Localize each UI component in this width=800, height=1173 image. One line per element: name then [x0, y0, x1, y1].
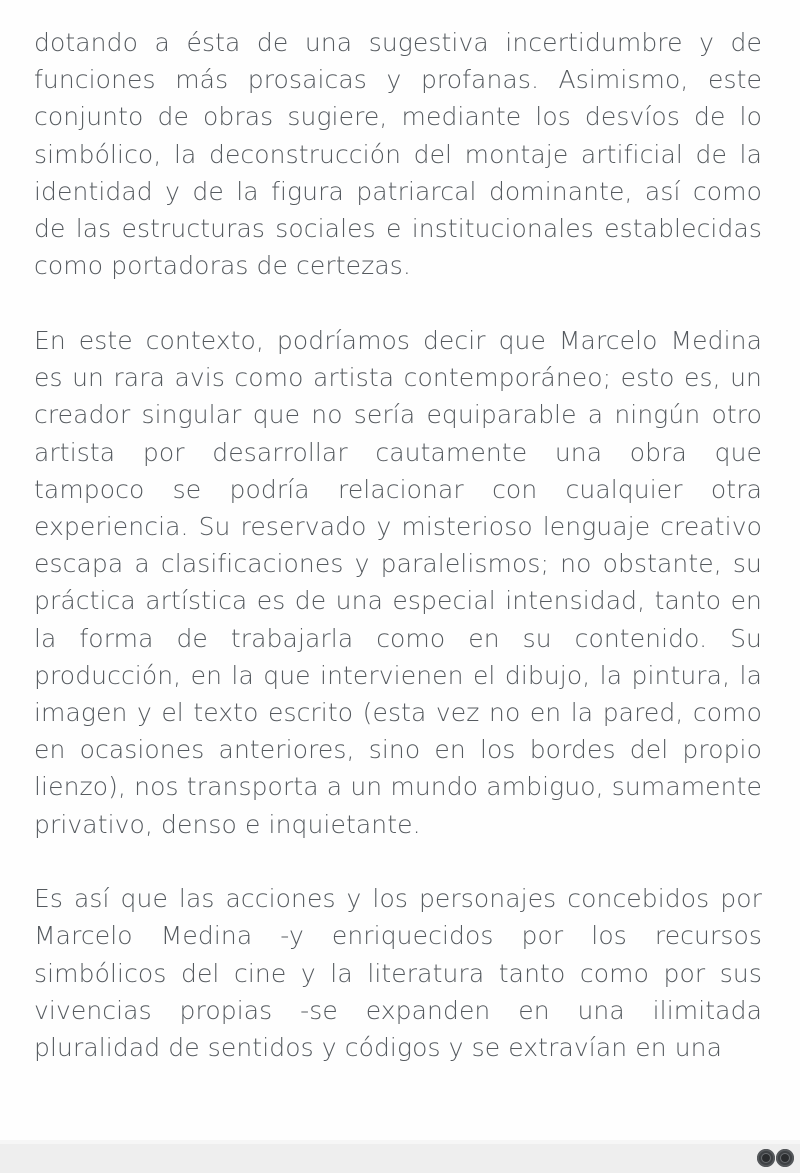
- footer-strip-edge: [0, 1140, 800, 1144]
- footer-strip: [0, 1140, 800, 1173]
- paragraph-1: dotando a ésta de una sugestiva incertidumbre y de funciones más prosaicas y profanas. Asimismo, este conjunto de obras sugiere, mediante los desvíos de lo simbólico, la deconstrucción del montaje artificial de la identidad y de la figura patriarcal dominante, así como de las estructuras sociales e institucionales establecidas como portadoras de certezas.: [34, 28, 762, 281]
- logo-center: [762, 1154, 770, 1162]
- publisher-logo-icon: [776, 1149, 794, 1167]
- paragraph-3: Es así que las acciones y los personajes concebidos por Marcelo Medina -y enriquecidos por los recursos simbólicos del cine y la literatura tanto como por sus vivencias propias -se expanden en una ilimitada pluralidad de sentidos y códigos y se extravían en una: [34, 884, 762, 1063]
- body-text: [34, 24, 762, 1104]
- publisher-logo-icon: [757, 1149, 775, 1167]
- paragraph-2: En este contexto, podríamos decir que Marcelo Medina es un rara avis como artista contemporáneo; esto es, un creador singular que no sería equiparable a ningún otro artista por desarrollar cautamente una obra que tampoco se podría relacionar con cualquier otra experiencia. Su reservado y misterioso lenguaje creativo escapa a clasificaciones y paralelismos; no obstante, su práctica artística es de una especial intensidad, tanto en la forma de trabajarla como en su contenido. Su producción, en la que intervienen el dibujo, la pintura, la imagen y el texto escrito (esta vez no en la pared, como en ocasiones anteriores, sino en los bordes del propio lienzo), nos transporta a un mundo ambiguo, sumamente privativo, denso e inquietante.: [34, 325, 762, 839]
- logo-center: [781, 1154, 789, 1162]
